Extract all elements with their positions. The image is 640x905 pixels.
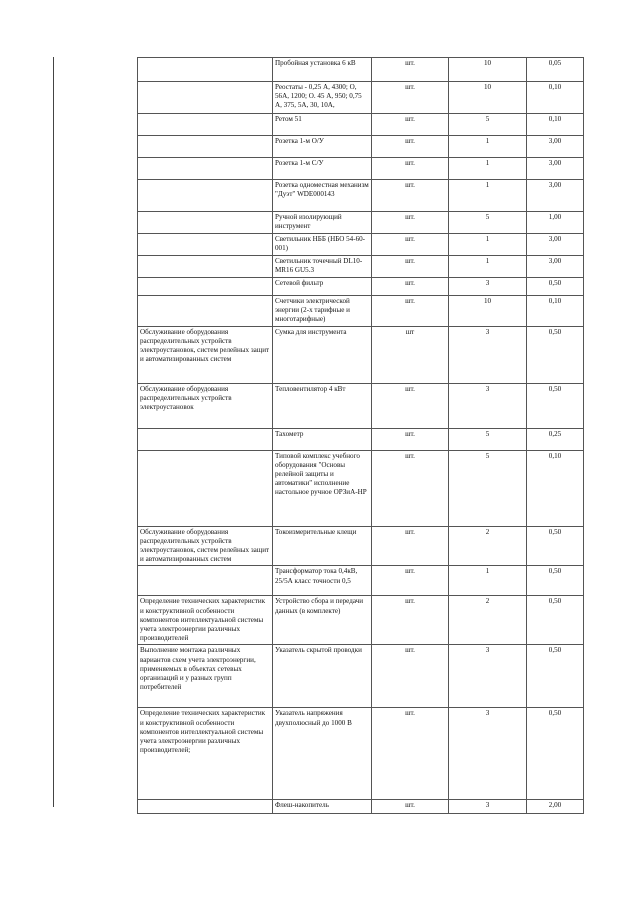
cell-equipment-name: Сетевой фильтр [273, 278, 372, 296]
cell-coefficient: 2,00 [527, 800, 584, 814]
cell-coefficient: 3,00 [527, 158, 584, 180]
cell-equipment-name: Флеш-накопитель [273, 800, 372, 814]
cell-quantity: 10 [449, 58, 527, 82]
cell-quantity: 3 [449, 326, 527, 383]
table-row [138, 114, 584, 136]
cell-activity [138, 180, 273, 212]
cell-coefficient: 0,10 [527, 296, 584, 327]
cell-unit: шт. [372, 526, 449, 566]
cell-quantity: 10 [449, 296, 527, 327]
cell-activity: Определение технических характеристик и конструктивной особенности компонентов интеллектуальной системы учета электроэнергии различных производителей [138, 596, 273, 645]
cell-quantity: 1 [449, 234, 527, 256]
cell-quantity: 3 [449, 278, 527, 296]
cell-activity [138, 428, 273, 450]
cell-unit: шт. [372, 234, 449, 256]
cell-activity [138, 58, 273, 82]
cell-activity: Определение технических характеристик и конструктивной особенности компонентов интеллектуальной системы учета электроэнергии различных производителей; [138, 708, 273, 800]
cell-quantity: 1 [449, 566, 527, 596]
table-row [138, 234, 584, 256]
table-row [138, 800, 584, 814]
table-row [138, 526, 584, 566]
table-row [138, 58, 584, 82]
cell-coefficient: 3,00 [527, 180, 584, 212]
cell-coefficient: 3,00 [527, 234, 584, 256]
table-row [138, 136, 584, 158]
cell-equipment-name: Типовой комплекс учебного оборудования "Основы релейной защиты и автоматики" исполнение настольное ручное ОРЗиА-НР [273, 450, 372, 526]
cell-quantity: 5 [449, 114, 527, 136]
table-row [138, 428, 584, 450]
cell-unit: шт. [372, 296, 449, 327]
cell-quantity: 2 [449, 526, 527, 566]
cell-coefficient: 0,10 [527, 450, 584, 526]
table-row [138, 278, 584, 296]
cell-coefficient: 0,50 [527, 566, 584, 596]
cell-coefficient: 3,00 [527, 256, 584, 278]
table-row [138, 296, 584, 327]
cell-quantity: 1 [449, 136, 527, 158]
cell-coefficient: 0,25 [527, 428, 584, 450]
table-row [138, 326, 584, 383]
cell-equipment-name: Ретом 51 [273, 114, 372, 136]
cell-equipment-name: Светильник НББ (НБО 54-60-001) [273, 234, 372, 256]
cell-unit: шт. [372, 158, 449, 180]
cell-equipment-name: Реостаты - 0,25 А, 4300; О, 56А, 1200; О. 45 А, 950; 0,75 А, 375, 5А, 30, 10А, [273, 82, 372, 114]
cell-unit: шт. [372, 212, 449, 234]
cell-quantity: 2 [449, 596, 527, 645]
cell-coefficient: 0,50 [527, 708, 584, 800]
table-row [138, 450, 584, 526]
cell-equipment-name: Ручной изолирующий инструмент [273, 212, 372, 234]
cell-quantity: 3 [449, 645, 527, 708]
cell-activity [138, 114, 273, 136]
cell-activity [138, 800, 273, 814]
cell-activity [138, 82, 273, 114]
page-margin-line [53, 57, 54, 807]
cell-coefficient: 0,50 [527, 596, 584, 645]
cell-activity: Обслуживание оборудования распределительных устройств электроустановок, систем релейных защит и автоматизированных систем [138, 526, 273, 566]
table-row [138, 708, 584, 800]
cell-coefficient: 0,50 [527, 326, 584, 383]
cell-unit: шт. [372, 383, 449, 428]
cell-quantity: 1 [449, 180, 527, 212]
table-row [138, 212, 584, 234]
cell-activity [138, 278, 273, 296]
cell-activity [138, 450, 273, 526]
cell-unit: шт [372, 326, 449, 383]
cell-coefficient: 0,50 [527, 278, 584, 296]
cell-unit: шт. [372, 596, 449, 645]
cell-activity [138, 136, 273, 158]
cell-activity [138, 158, 273, 180]
table-row [138, 256, 584, 278]
cell-activity: Обслуживание оборудования распределительных устройств электроустановок, систем релейных защит и автоматизированных систем [138, 326, 273, 383]
equipment-table [137, 57, 584, 814]
cell-quantity: 3 [449, 383, 527, 428]
cell-equipment-name: Розетка 1-м С/У [273, 158, 372, 180]
cell-equipment-name: Указатель напряжения двухполюсный до 1000 В [273, 708, 372, 800]
cell-equipment-name: Токоизмерительные клещи [273, 526, 372, 566]
cell-unit: шт. [372, 645, 449, 708]
cell-quantity: 1 [449, 256, 527, 278]
table-row [138, 180, 584, 212]
cell-activity [138, 296, 273, 327]
cell-equipment-name: Трансформатор тока 0,4кВ, 25/5А класс точности 0,5 [273, 566, 372, 596]
cell-quantity: 10 [449, 82, 527, 114]
cell-equipment-name: Розетка 1-м О/У [273, 136, 372, 158]
cell-equipment-name: Указатель скрытой проводки [273, 645, 372, 708]
cell-quantity: 5 [449, 212, 527, 234]
cell-coefficient: 3,00 [527, 136, 584, 158]
cell-unit: шт. [372, 800, 449, 814]
table-row [138, 596, 584, 645]
cell-unit: шт. [372, 708, 449, 800]
cell-equipment-name: Сумка для инструмента [273, 326, 372, 383]
cell-unit: шт. [372, 180, 449, 212]
cell-unit: шт. [372, 566, 449, 596]
table-row [138, 566, 584, 596]
cell-equipment-name: Светильник точечный DL10-MR16 GU5.3 [273, 256, 372, 278]
cell-quantity: 3 [449, 708, 527, 800]
cell-equipment-name: Тахометр [273, 428, 372, 450]
table-row [138, 158, 584, 180]
cell-quantity: 1 [449, 158, 527, 180]
table-row [138, 645, 584, 708]
cell-coefficient: 0,10 [527, 82, 584, 114]
cell-unit: шт. [372, 58, 449, 82]
cell-quantity: 5 [449, 428, 527, 450]
cell-activity [138, 234, 273, 256]
cell-equipment-name: Счетчики электрической энергии (2-х тарифные и многотарифные) [273, 296, 372, 327]
cell-quantity: 3 [449, 800, 527, 814]
cell-coefficient: 0,50 [527, 383, 584, 428]
cell-activity: Выполнение монтажа различных вариантов схем учета электроэнергии, применяемых в объектах сетевых организаций и у разных групп потребителей [138, 645, 273, 708]
cell-coefficient: 1,00 [527, 212, 584, 234]
cell-coefficient: 0,50 [527, 526, 584, 566]
cell-coefficient: 0,05 [527, 58, 584, 82]
cell-unit: шт. [372, 114, 449, 136]
cell-unit: шт. [372, 256, 449, 278]
cell-coefficient: 0,10 [527, 114, 584, 136]
cell-unit: шт. [372, 136, 449, 158]
cell-activity [138, 566, 273, 596]
cell-unit: шт. [372, 450, 449, 526]
cell-activity [138, 212, 273, 234]
cell-unit: шт. [372, 82, 449, 114]
cell-activity [138, 256, 273, 278]
equipment-table-body [138, 58, 584, 814]
table-row [138, 383, 584, 428]
cell-coefficient: 0,50 [527, 645, 584, 708]
cell-activity: Обслуживание оборудования распределительных устройств электроустановок [138, 383, 273, 428]
cell-equipment-name: Розетка одноместная механизм "Дуэт" WDE000143 [273, 180, 372, 212]
cell-unit: шт. [372, 428, 449, 450]
cell-equipment-name: Устройство сбора и передачи данных (в комплекте) [273, 596, 372, 645]
cell-quantity: 5 [449, 450, 527, 526]
cell-unit: шт. [372, 278, 449, 296]
cell-equipment-name: Тепловентилятор 4 кВт [273, 383, 372, 428]
table-row [138, 82, 584, 114]
cell-equipment-name: Пробойная установка 6 кВ [273, 58, 372, 82]
